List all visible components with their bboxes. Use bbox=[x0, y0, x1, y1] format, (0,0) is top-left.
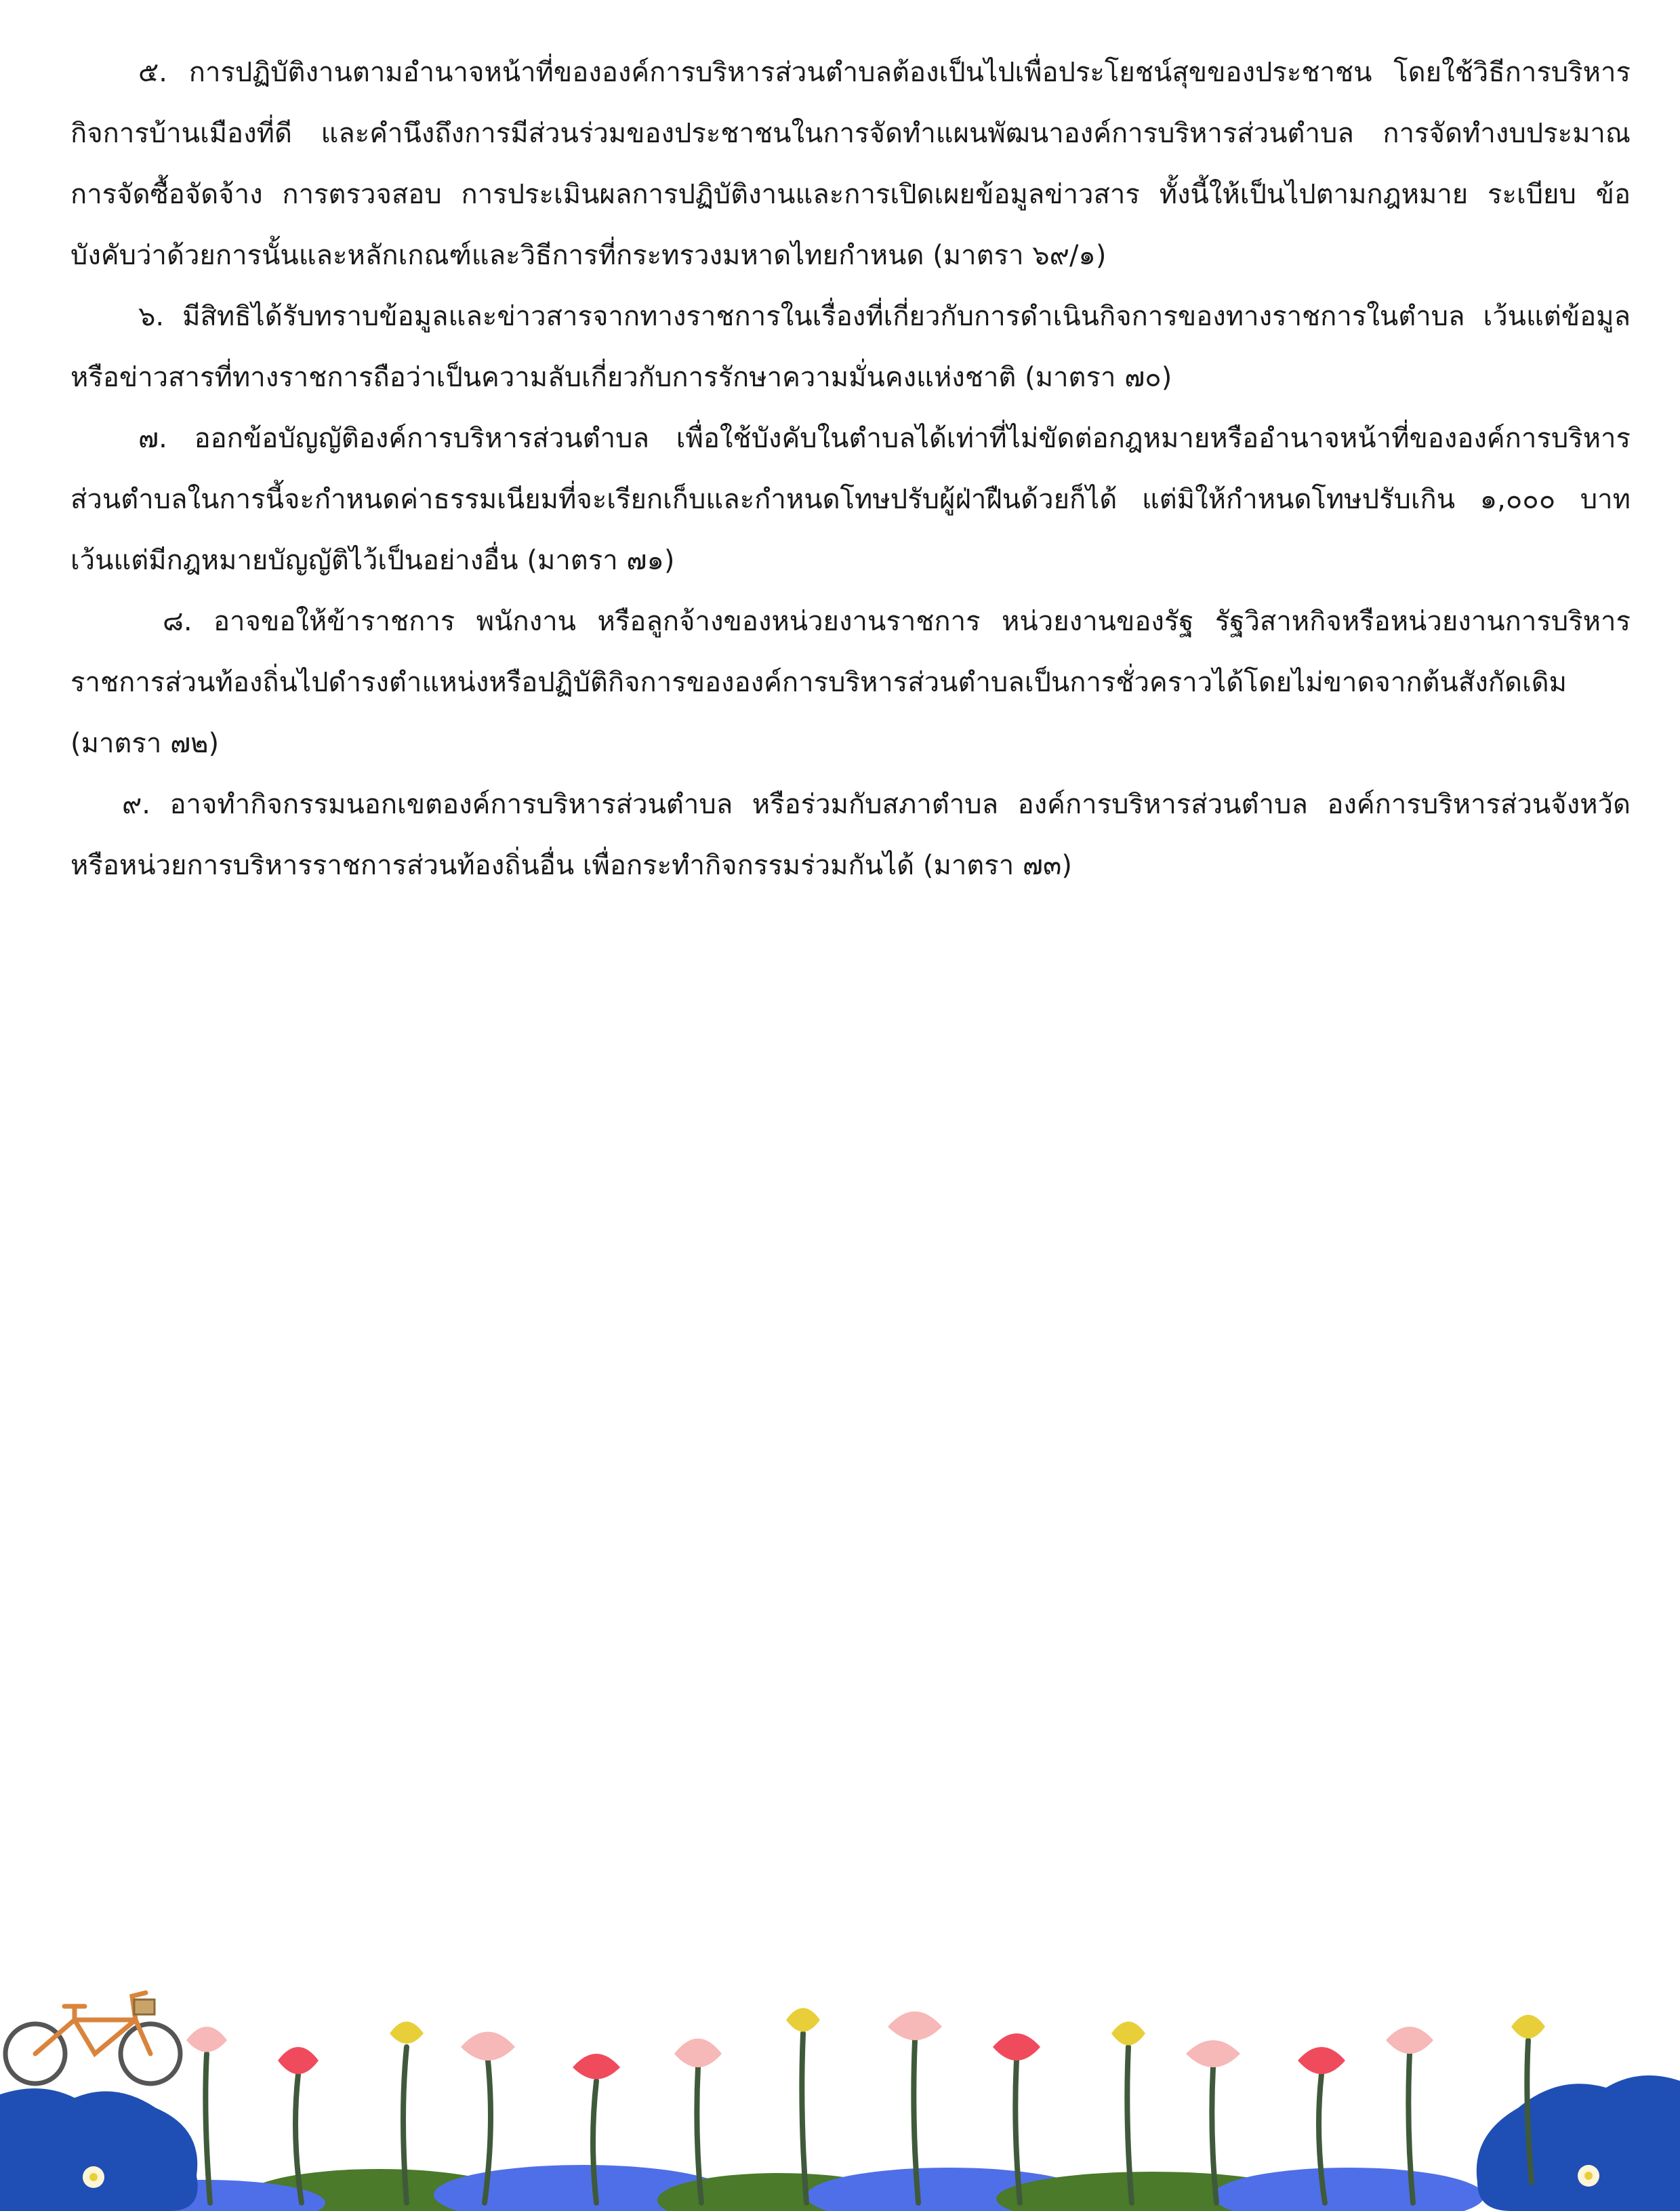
bushes bbox=[81, 2165, 1484, 2211]
corner-bush-right bbox=[1477, 2075, 1680, 2211]
paragraph-5: ๕. การปฏิบัติงานตามอำนาจหน้าที่ขององค์การบริหารส่วนตำบลต้องเป็นไปเพื่อประโยชน์สุขของประชาชน โดยใช้วิธีการบริหารกิจการบ้านเมืองที่ดี และคำนึงถึงการมีส่วนร่วมของประชาชนในการจัดทำแผนพัฒนาองค์การบริหารส่วนตำบล การจัดทำงบประมาณ การจัดซื้อจัดจ้าง การตรวจสอบ การประเมินผลการปฏิบัติงานและการเปิดเผยข้อมูลข่าวสาร ทั้งนี้ให้เป็นไปตามกฎหมาย ระเบียบ ข้อบังคับว่าด้วยการนั้นและหลักเกณฑ์และวิธีการที่กระทรวงมหาดไทยกำหนด (มาตรา ๖๙/๑) bbox=[70, 57, 1631, 271]
bicycle-icon bbox=[5, 1993, 180, 2084]
paragraph-8: ๘. อาจขอให้ข้าราชการ พนักงาน หรือลูกจ้างของหน่วยงานราชการ หน่วยงานของรัฐ รัฐวิสาหกิจหรือหน่วยงานการบริหารราชการส่วนท้องถิ่นไปดำรงตำแหน่งหรือปฏิบัติกิจการขององค์การบริหารส่วนตำบลเป็นการชั่วคราวได้โดยไม่ขาดจากต้นสังกัดเดิม (มาตรา ๗๒) bbox=[70, 606, 1631, 759]
document-body bbox=[70, 42, 1631, 896]
paragraph-9: ๙. อาจทำกิจกรรมนอกเขตองค์การบริหารส่วนตำบล หรือร่วมกับสภาตำบล องค์การบริหารส่วนตำบล องค์การบริหารส่วนจังหวัด หรือหน่วยการบริหารราชการส่วนท้องถิ่นอื่น เพื่อกระทำกิจกรรมร่วมกันได้ (มาตรา ๗๓) bbox=[70, 789, 1631, 881]
flower-border-illustration bbox=[0, 1979, 1680, 2211]
flower-heads bbox=[186, 2008, 1545, 2080]
corner-bush-left bbox=[0, 2088, 198, 2211]
paragraph-7: ๗. ออกข้อบัญญัติองค์การบริหารส่วนตำบล เพื่อใช้บังคับในตำบลได้เท่าที่ไม่ขัดต่อกฎหมายหรืออำนาจหน้าที่ขององค์การบริหารส่วนตำบลในการนี้จะกำหนดค่าธรรมเนียมที่จะเรียกเก็บและกำหนดโทษปรับผู้ฝ่าฝืนด้วยก็ได้ แต่มิให้กำหนดโทษปรับเกิน ๑,๐๐๐ บาท เว้นแต่มีกฎหมายบัญญัติไว้เป็นอย่างอื่น (มาตรา ๗๑) bbox=[70, 423, 1631, 576]
paragraph-6: ๖. มีสิทธิได้รับทราบข้อมูลและข่าวสารจากทางราชการในเรื่องที่เกี่ยวกับการดำเนินกิจการของทางราชการในตำบล เว้นแต่ข้อมูลหรือข่าวสารที่ทางราชการถือว่าเป็นความลับเกี่ยวกับการรักษาความมั่นคงแห่งชาติ (มาตรา ๗๐) bbox=[70, 301, 1631, 393]
